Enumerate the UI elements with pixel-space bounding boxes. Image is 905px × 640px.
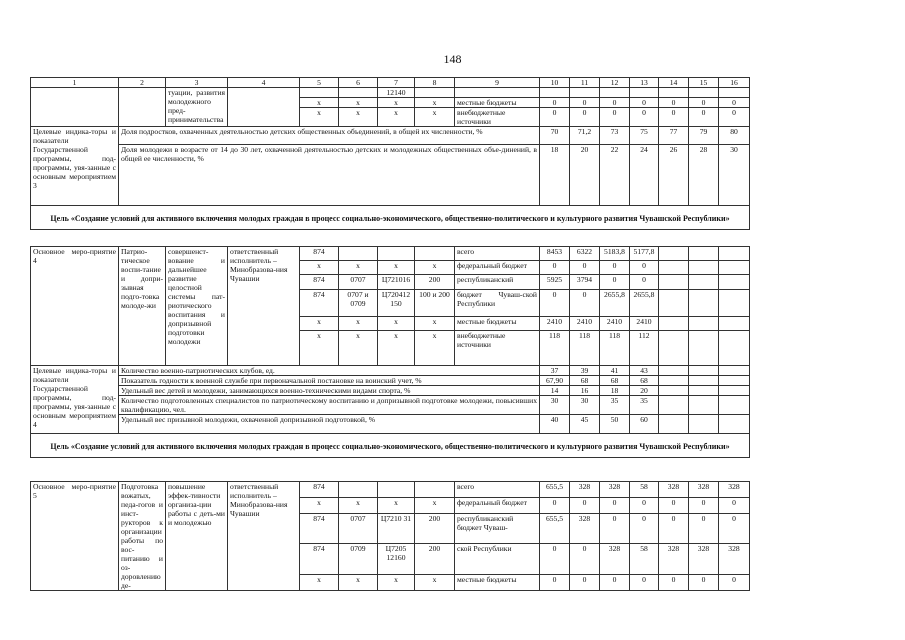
value-cell: 2655,8 <box>630 289 659 316</box>
value-cell: 58 <box>630 544 659 574</box>
event-5-table <box>30 481 750 591</box>
column-number: 4 <box>228 78 300 88</box>
event-goal: совершенст-вование и дальнейшее развитие целостной системы пат-риотического воспитания и допризывной подготовки молодежи <box>166 247 228 366</box>
value-cell: 0 <box>540 108 570 127</box>
value-cell: 328 <box>600 544 630 574</box>
value-cell: 0 <box>719 498 750 514</box>
cell: x <box>378 108 415 127</box>
cell: 874 <box>300 514 339 544</box>
cell: x <box>300 261 339 275</box>
value-cell <box>659 275 689 289</box>
cell: x <box>300 316 339 330</box>
column-number: 11 <box>570 78 600 88</box>
value-cell: 0 <box>659 574 689 590</box>
value-cell <box>689 289 719 316</box>
cell <box>339 88 378 98</box>
value-cell <box>659 247 689 261</box>
indicator-text: Доля подростков, охваченных деятельностью детских общественных объединений, в общей их численности, % <box>119 127 540 145</box>
value-cell: 0 <box>689 574 719 590</box>
cell: 874 <box>300 247 339 261</box>
cell: x <box>300 98 339 108</box>
value-cell: 0 <box>630 514 659 544</box>
cell: x <box>378 331 415 366</box>
column-number: 6 <box>339 78 378 88</box>
value-cell <box>689 396 719 415</box>
column-number: 8 <box>415 78 455 88</box>
value-cell: 2410 <box>630 316 659 330</box>
cell: 200 <box>415 514 455 544</box>
value-cell: 26 <box>659 145 689 206</box>
value-cell: 30 <box>719 145 750 206</box>
cell <box>378 482 415 498</box>
value-cell: 328 <box>689 544 719 574</box>
cell: 874 <box>300 544 339 574</box>
value-cell: 5925 <box>540 275 570 289</box>
value-cell <box>689 366 719 376</box>
value-cell <box>719 316 750 330</box>
cell: x <box>415 316 455 330</box>
indicator-row <box>31 145 750 206</box>
value-cell: 68 <box>600 376 630 386</box>
program-table-top <box>30 77 750 230</box>
value-cell <box>719 396 750 415</box>
cell <box>630 88 659 98</box>
goal-row <box>31 206 750 230</box>
value-cell: 328 <box>570 482 600 498</box>
value-cell: 0 <box>540 98 570 108</box>
value-cell: 0 <box>540 498 570 514</box>
column-number: 5 <box>300 78 339 88</box>
cell: x <box>415 498 455 514</box>
value-cell: 0 <box>689 514 719 544</box>
page-number: 148 <box>443 52 462 66</box>
value-cell: 118 <box>570 331 600 366</box>
value-cell <box>659 376 689 386</box>
cell: Ц7210 31 <box>378 514 415 544</box>
value-cell: 3794 <box>570 275 600 289</box>
cell: x <box>300 331 339 366</box>
value-cell: 20 <box>570 145 600 206</box>
value-cell <box>659 316 689 330</box>
value-cell: 68 <box>630 376 659 386</box>
cell: Ц7205 12160 <box>378 544 415 574</box>
value-cell: 28 <box>689 145 719 206</box>
value-cell: 24 <box>630 145 659 206</box>
value-cell: 6322 <box>570 247 600 261</box>
value-cell: 71,2 <box>570 127 600 145</box>
value-cell: 50 <box>600 415 630 434</box>
cell: x <box>339 574 378 590</box>
value-cell: 41 <box>600 366 630 376</box>
value-cell: 328 <box>689 482 719 498</box>
value-cell <box>659 289 689 316</box>
value-cell <box>659 415 689 434</box>
goal-row <box>31 434 750 458</box>
value-cell: 0 <box>570 498 600 514</box>
value-cell: 0 <box>600 275 630 289</box>
cell: 874 <box>300 289 339 316</box>
value-cell: 2410 <box>570 316 600 330</box>
event-executor: ответственный исполнитель – Минобразова-ния Чувашии <box>228 482 300 591</box>
value-cell: 0 <box>540 289 570 316</box>
value-cell: 0 <box>570 261 600 275</box>
indicator-text: Доля молодежи в возрасте от 14 до 30 лет, охваченной деятельностью детских и молодежных общественных объе-динений, в общей ее численности, % <box>119 145 540 206</box>
cell <box>415 482 455 498</box>
value-cell <box>659 396 689 415</box>
value-cell: 0 <box>659 108 689 127</box>
column-number: 15 <box>689 78 719 88</box>
value-cell <box>719 376 750 386</box>
value-cell: 5177,8 <box>630 247 659 261</box>
event-goal: повышение эффек-тивности организа-ции работы с деть-ми и молодежью <box>166 482 228 591</box>
event-title: Патрио-тическое воспи-тание и допри-зывная подго-товка молоде-жи <box>119 247 166 366</box>
cell: x <box>378 261 415 275</box>
event-title: Подготовка вожатых, педа-гогов и инст-рукторов к организации работы по вос-питанию и оз-доровлению де- <box>119 482 166 591</box>
indicator-row <box>31 396 750 415</box>
column-number-row <box>31 78 750 88</box>
value-cell <box>659 331 689 366</box>
cell: x <box>339 498 378 514</box>
funding-source: местные бюджеты <box>455 316 540 330</box>
indicator-row <box>31 386 750 396</box>
cell: x <box>415 108 455 127</box>
cell <box>600 88 630 98</box>
funding-source: внебюджетные источники <box>455 108 540 127</box>
value-cell: 30 <box>570 396 600 415</box>
value-cell: 18 <box>540 145 570 206</box>
cell: x <box>339 331 378 366</box>
value-cell: 328 <box>570 514 600 544</box>
value-cell: 0 <box>719 108 750 127</box>
value-cell: 0 <box>600 261 630 275</box>
cell <box>300 88 339 98</box>
value-cell: 0 <box>719 574 750 590</box>
goal-heading: Цель «Создание условий для активного включения молодых граждан в процесс социально-экономического, общественно-политического и культурного развития Чувашской Республики» <box>31 206 750 230</box>
cell <box>339 482 378 498</box>
cell: x <box>339 98 378 108</box>
event-4-table <box>30 246 750 458</box>
value-cell: 16 <box>570 386 600 396</box>
value-cell <box>689 386 719 396</box>
value-cell: 0 <box>570 98 600 108</box>
value-cell <box>689 275 719 289</box>
cell <box>689 88 719 98</box>
value-cell: 0 <box>630 275 659 289</box>
value-cell <box>719 331 750 366</box>
value-cell <box>659 366 689 376</box>
value-cell: 18 <box>600 386 630 396</box>
indicator-text: Количество подготовленных специалистов по патриотическому воспитанию и допризывной подготовке молодежи, повысивших квалификацию, чел. <box>119 396 540 415</box>
value-cell: 0 <box>630 108 659 127</box>
indicator-row <box>31 366 750 376</box>
funding-source: всего <box>455 247 540 261</box>
value-cell <box>719 415 750 434</box>
value-cell: 0 <box>630 574 659 590</box>
indicator-text: Показатель годности к военной службе при первоначальной постановке на воинский учет, % <box>119 376 540 386</box>
value-cell: 328 <box>600 482 630 498</box>
event-name: Основное меро-приятие 5 <box>31 482 119 591</box>
cell <box>719 88 750 98</box>
value-cell <box>719 289 750 316</box>
column-number: 9 <box>455 78 540 88</box>
cell: x <box>415 98 455 108</box>
value-cell: 0 <box>540 544 570 574</box>
indicator-row <box>31 127 750 145</box>
cell <box>119 88 166 127</box>
value-cell <box>689 376 719 386</box>
value-cell: 118 <box>540 331 570 366</box>
value-cell: 328 <box>719 482 750 498</box>
column-number: 1 <box>31 78 119 88</box>
value-cell: 5183,8 <box>600 247 630 261</box>
cell: x <box>339 108 378 127</box>
value-cell: 328 <box>719 544 750 574</box>
cell <box>415 88 455 98</box>
indicator-text: Количество военно-патриотических клубов, ед. <box>119 366 540 376</box>
funding-source: республиканский <box>455 275 540 289</box>
value-cell: 8453 <box>540 247 570 261</box>
value-cell: 79 <box>689 127 719 145</box>
value-cell: 0 <box>630 98 659 108</box>
value-cell <box>689 331 719 366</box>
funding-source: республиканский бюджет Чуваш- <box>455 514 540 544</box>
cell: x <box>415 331 455 366</box>
value-cell: 0 <box>659 98 689 108</box>
cell: 0707 <box>339 275 378 289</box>
value-cell: 0 <box>659 498 689 514</box>
target-article: 12140 <box>378 88 415 98</box>
cell: Ц720412 150 <box>378 289 415 316</box>
value-cell: 0 <box>630 261 659 275</box>
value-cell <box>689 415 719 434</box>
cell: x <box>378 98 415 108</box>
value-cell: 0 <box>659 514 689 544</box>
value-cell: 0 <box>719 514 750 544</box>
value-cell <box>689 316 719 330</box>
value-cell: 45 <box>570 415 600 434</box>
value-cell: 39 <box>570 366 600 376</box>
cell <box>339 247 378 261</box>
value-cell <box>659 261 689 275</box>
cell: Ц721016 <box>378 275 415 289</box>
funding-source: всего <box>455 482 540 498</box>
cell: x <box>300 108 339 127</box>
cell: x <box>300 498 339 514</box>
cell <box>659 88 689 98</box>
value-cell: 0 <box>570 289 600 316</box>
indicator-row <box>31 415 750 434</box>
funding-source: местные бюджеты <box>455 98 540 108</box>
event-description: туации, развития молодежного пред-принимательства <box>166 88 228 127</box>
value-cell: 2410 <box>540 316 570 330</box>
value-cell: 655,5 <box>540 482 570 498</box>
value-cell: 43 <box>630 366 659 376</box>
cell: x <box>339 316 378 330</box>
cell: x <box>415 574 455 590</box>
cell: 874 <box>300 482 339 498</box>
value-cell: 0 <box>600 98 630 108</box>
indicator-text: Удельный вес призывной молодежи, охваченной допризывной подготовкой, % <box>119 415 540 434</box>
cell: 874 <box>300 275 339 289</box>
value-cell: 328 <box>659 544 689 574</box>
cell <box>378 247 415 261</box>
value-cell: 0 <box>570 574 600 590</box>
value-cell: 60 <box>630 415 659 434</box>
value-cell <box>719 366 750 376</box>
value-cell: 0 <box>570 108 600 127</box>
cell: 200 <box>415 544 455 574</box>
value-cell <box>719 275 750 289</box>
value-cell: 2655,8 <box>600 289 630 316</box>
table-row <box>31 247 750 261</box>
cell <box>455 88 540 98</box>
value-cell: 118 <box>600 331 630 366</box>
column-number: 2 <box>119 78 166 88</box>
funding-source: бюджет Чуваш-ской Республики <box>455 289 540 316</box>
value-cell: 40 <box>540 415 570 434</box>
cell: x <box>300 574 339 590</box>
value-cell: 0 <box>689 108 719 127</box>
cell: x <box>415 261 455 275</box>
funding-source: местные бюджеты <box>455 574 540 590</box>
cell: 0707 <box>339 514 378 544</box>
value-cell: 22 <box>600 145 630 206</box>
value-cell: 30 <box>540 396 570 415</box>
funding-source: федеральный бюджет <box>455 498 540 514</box>
indicator-text: Удельный вес детей и молодежи, занимающихся военно-техническими видами спорта, % <box>119 386 540 396</box>
value-cell: 77 <box>659 127 689 145</box>
cell: 0707 и 0709 <box>339 289 378 316</box>
column-number: 3 <box>166 78 228 88</box>
indicators-label: Целевые индика-торы и показатели Государственной программы, под-программы, увя-занные с основным мероприятием 3 <box>31 127 119 206</box>
value-cell <box>719 386 750 396</box>
cell: x <box>339 261 378 275</box>
value-cell: 68 <box>570 376 600 386</box>
table-row <box>31 482 750 498</box>
cell <box>228 88 300 127</box>
column-number: 12 <box>600 78 630 88</box>
cell <box>570 88 600 98</box>
value-cell <box>719 247 750 261</box>
funding-source: ской Республики <box>455 544 540 574</box>
goal-heading: Цель «Создание условий для активного включения молодых граждан в процесс социально-экономического, общественно-политического и культурного развития Чувашской Республики» <box>31 434 750 458</box>
value-cell: 328 <box>659 482 689 498</box>
funding-source: федеральный бюджет <box>455 261 540 275</box>
value-cell: 0 <box>600 514 630 544</box>
value-cell: 2410 <box>600 316 630 330</box>
value-cell: 70 <box>540 127 570 145</box>
value-cell: 80 <box>719 127 750 145</box>
value-cell: 0 <box>540 261 570 275</box>
cell: 200 <box>415 275 455 289</box>
value-cell: 0 <box>630 498 659 514</box>
column-number: 10 <box>540 78 570 88</box>
cell: x <box>378 498 415 514</box>
value-cell: 0 <box>689 98 719 108</box>
value-cell: 112 <box>630 331 659 366</box>
funding-source: внебюджетные источники <box>455 331 540 366</box>
value-cell: 14 <box>540 386 570 396</box>
cell: 100 и 200 <box>415 289 455 316</box>
value-cell: 73 <box>600 127 630 145</box>
column-number: 13 <box>630 78 659 88</box>
indicators-label: Целевые индика-торы и показатели Государственной программы, под-программы, увя-занные с основным мероприятием 4 <box>31 366 119 434</box>
event-executor: ответственный исполнитель – Минобразова-ния Чувашии <box>228 247 300 366</box>
value-cell <box>689 261 719 275</box>
indicator-row <box>31 376 750 386</box>
column-number: 16 <box>719 78 750 88</box>
value-cell <box>719 261 750 275</box>
value-cell <box>659 386 689 396</box>
cell <box>415 247 455 261</box>
value-cell: 37 <box>540 366 570 376</box>
value-cell: 67,90 <box>540 376 570 386</box>
cell <box>540 88 570 98</box>
value-cell: 655,5 <box>540 514 570 544</box>
value-cell: 35 <box>630 396 659 415</box>
value-cell: 0 <box>719 98 750 108</box>
cell <box>31 88 119 127</box>
column-number: 7 <box>378 78 415 88</box>
value-cell: 75 <box>630 127 659 145</box>
value-cell: 58 <box>630 482 659 498</box>
value-cell: 20 <box>630 386 659 396</box>
value-cell: 0 <box>540 574 570 590</box>
cell: x <box>378 316 415 330</box>
table-row <box>31 88 750 98</box>
value-cell: 0 <box>600 108 630 127</box>
cell: x <box>378 574 415 590</box>
value-cell: 0 <box>689 498 719 514</box>
cell: 0709 <box>339 544 378 574</box>
value-cell <box>689 247 719 261</box>
value-cell: 0 <box>600 498 630 514</box>
event-name: Основное меро-приятие 4 <box>31 247 119 366</box>
value-cell: 0 <box>570 544 600 574</box>
column-number: 14 <box>659 78 689 88</box>
value-cell: 35 <box>600 396 630 415</box>
value-cell: 0 <box>600 574 630 590</box>
